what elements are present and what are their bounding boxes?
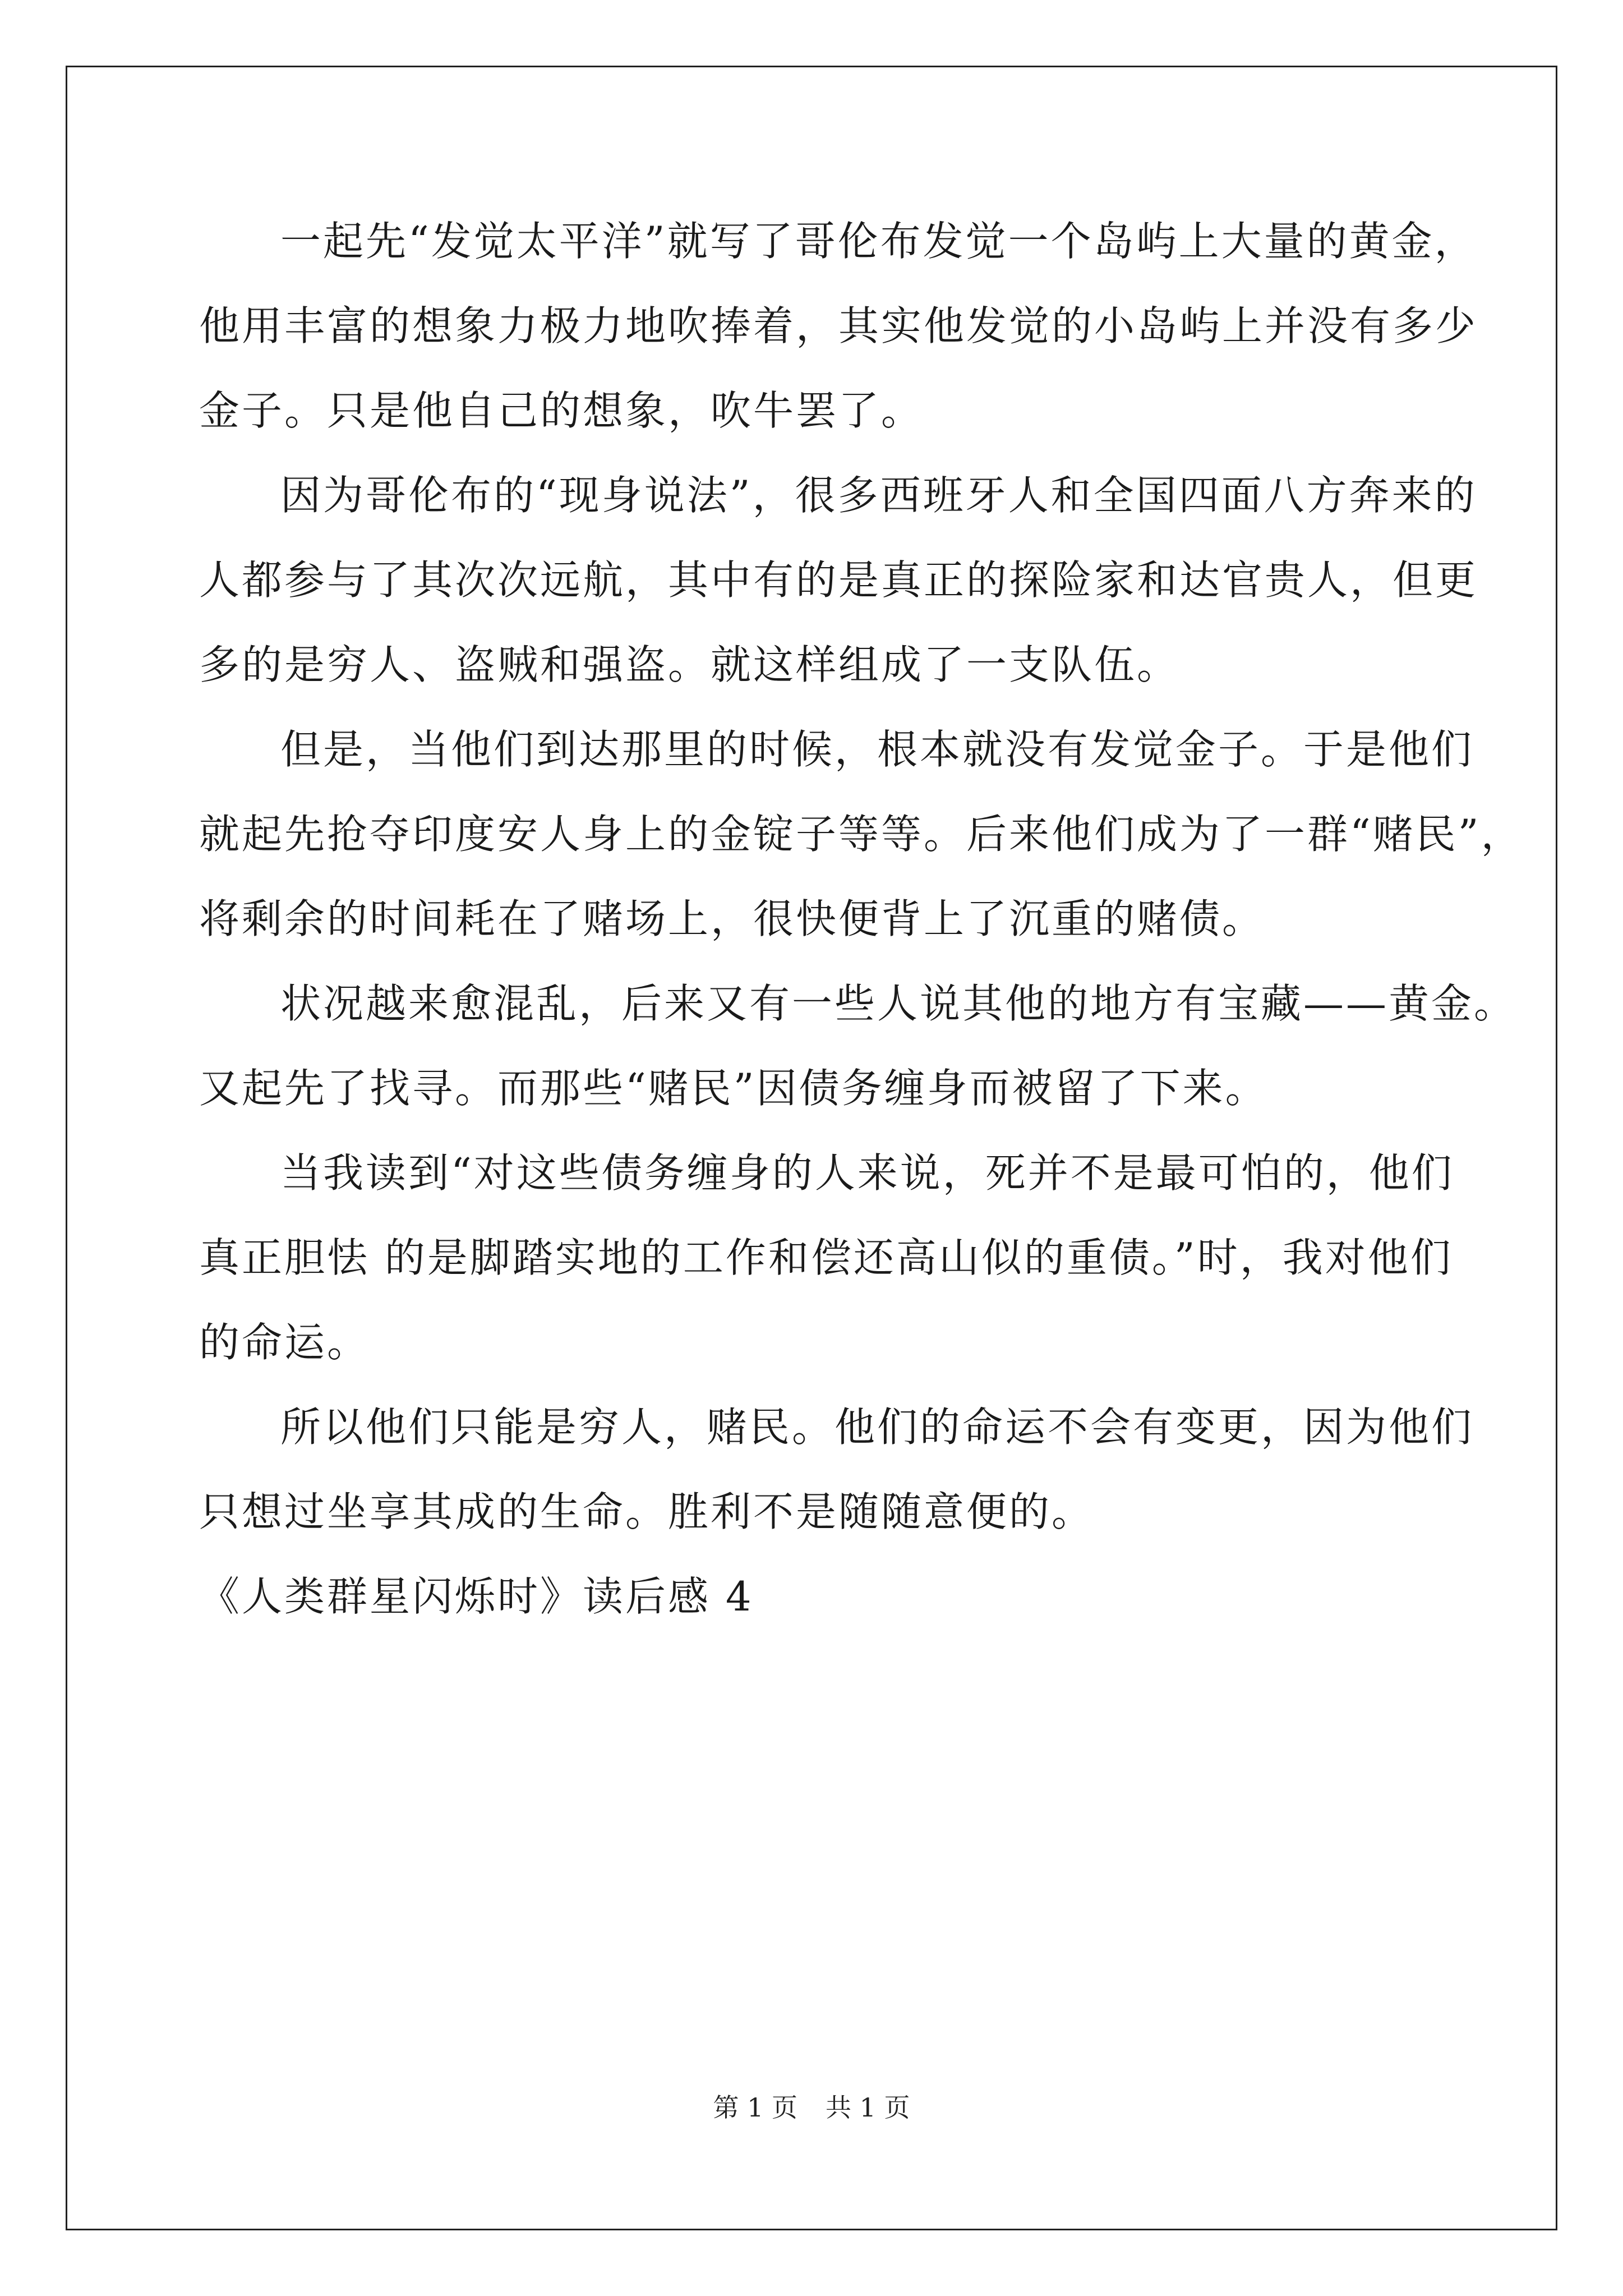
page-total: 共 1 页 [826, 2092, 910, 2123]
paragraph-5-line-3: 的命运。 [199, 1319, 370, 1366]
paragraph-6-line-1: 所以他们只能是穷人，赌民。他们的命运不会有变更，因为他们 [280, 1404, 1474, 1451]
paragraph-5-line-1: 当我读到“对这些债务缠身的人来说，死并不是最可怕的，他们 [280, 1149, 1454, 1197]
paragraph-4-line-1: 状况越来愈混乱，后来又有一些人说其他的地方有宝藏——黄金。 [280, 980, 1517, 1027]
paragraph-5-line-2: 真正胆怯 的是脚踏实地的工作和偿还高山似的重债。”时，我对他们 [199, 1234, 1453, 1281]
page-number: 第 1 页 [713, 2092, 797, 2123]
paragraph-3-line-3: 将剩余的时间耗在了赌场上，很快便背上了沉重的赌债。 [199, 895, 1265, 942]
paragraph-1-line-3: 金子。只是他自己的想象，吹牛罢了。 [199, 387, 924, 434]
paragraph-3-line-1: 但是，当他们到达那里的时候，根本就没有发觉金子。于是他们 [280, 726, 1474, 773]
paragraph-1-line-1: 一起先“发觉太平洋”就写了哥伦布发觉一个岛屿上大量的黄金， [280, 218, 1477, 265]
page-footer [0, 2091, 1623, 2124]
section-heading: 《人类群星闪烁时》读后感 4 [199, 1573, 754, 1620]
paragraph-2-line-1: 因为哥伦布的“现身说法”，很多西班牙人和全国四面八方奔来的 [280, 472, 1477, 519]
paragraph-3-line-2: 就起先抢夺印度安人身上的金锭子等等。后来他们成为了一群“赌民”， [199, 811, 1524, 858]
paragraph-4-line-2: 又起先了找寻。而那些“赌民”因债务缠身而被留了下来。 [199, 1065, 1268, 1112]
paragraph-2-line-2: 人都参与了其次次远航，其中有的是真正的探险家和达官贵人，但更 [199, 556, 1478, 604]
paragraph-6-line-2: 只想过坐享其成的生命。胜利不是随随意便的。 [199, 1488, 1095, 1535]
paragraph-2-line-3: 多的是穷人、盗贼和强盗。就这样组成了一支队伍。 [199, 641, 1180, 688]
paragraph-1-line-2: 他用丰富的想象力极力地吹捧着，其实他发觉的小岛屿上并没有多少 [199, 302, 1478, 349]
